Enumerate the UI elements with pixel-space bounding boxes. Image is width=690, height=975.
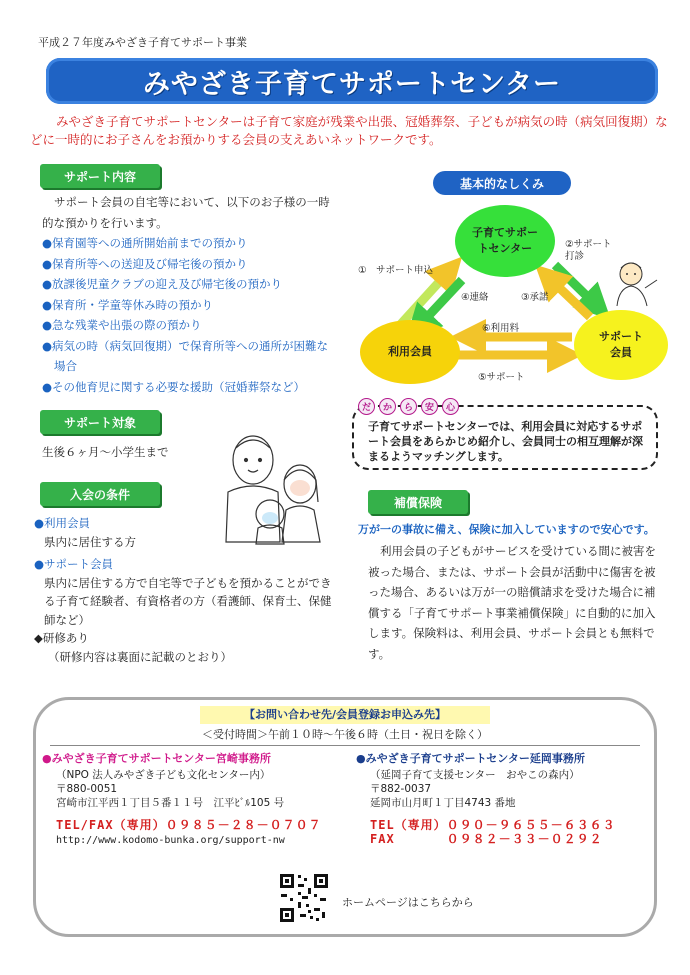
nobeoka-name: ●みやざき子育てサポートセンター延岡事務所 — [356, 752, 585, 765]
title-banner — [46, 58, 658, 104]
join-support-text: 県内に居住する方で自宅等で子どもを預かることができる子育て経験者、有資格者の方（看護師、保育士、保健師など） — [44, 575, 332, 627]
miyazaki-url[interactable]: http://www.kodomo-bunka.org/support-nw — [56, 835, 285, 846]
anshin-char-2: か — [379, 398, 396, 415]
anshin-char-4: 安 — [421, 398, 438, 415]
anshin-dots — [358, 398, 459, 415]
anshin-char-1: だ — [358, 398, 375, 415]
support-item-4: ● 保育所・学童等休み時の預かり — [42, 295, 330, 316]
step-1-label: ① サポート申込 — [358, 265, 434, 276]
intro-paragraph: みやざき子育てサポートセンターは子育て家庭が残業や出張、冠婚葬祭、子どもが病気の時（病気回復期）などに一時的にお子さんをお預かりする会員の支えあいネットワークです。 — [30, 114, 668, 147]
nobeoka-org: （延岡子育て支援センター おやこの森内） — [370, 769, 580, 781]
top-note: 平成２７年度みやざき子育てサポート事業 — [38, 36, 247, 49]
hosho-tag: 補償保険 — [368, 490, 468, 514]
homepage-label: ホームページはこちらから — [342, 896, 474, 909]
target-tag: サポート対象 — [40, 410, 160, 434]
join-user-label: ● 利用会員 — [34, 514, 334, 533]
join-section — [34, 514, 334, 666]
page-title: みやざき子育てサポートセンター — [142, 68, 562, 100]
support-item-7: ● その他育児に関する必要な援助（冠婚葬祭など） — [42, 377, 330, 398]
target-text: 生後６ヶ月～小学生まで — [42, 445, 169, 459]
support-item-5: ● 急な残業や出張の際の預かり — [42, 315, 330, 336]
anshin-text: 子育てサポートセンターでは、利用会員に対応するサポート会員をあらかじめ紹介し、会員同士の相互理解が深まるようマッチングします。 — [368, 420, 643, 463]
support-item-3: ● 放課後児童クラブの迎え及び帰宅後の預かり — [42, 274, 330, 295]
step-3-label: ③承諾 — [521, 292, 549, 303]
contact-title: 【お問い合わせ先/会員登録お申込み先】 — [200, 706, 490, 724]
caretaker-illustration — [607, 258, 663, 308]
miyazaki-tel: TEL/FAX（専用）０９８５－２８－０７０７ — [56, 818, 322, 832]
nobeoka-office — [356, 752, 656, 846]
supporter-node: サポート会員 — [574, 310, 668, 380]
nobeoka-address: 延岡市山月町１丁目4743 番地 — [370, 797, 516, 809]
nobeoka-fax: FAX ０９８２－３３－０２９２ — [370, 832, 603, 846]
intro-text — [30, 113, 670, 149]
join-training-note: （研修内容は裏面に記載のとおり） — [48, 649, 232, 664]
diagram-title: 基本的なしくみ — [433, 171, 571, 195]
miyazaki-address: 宮崎市江平西１丁目５番１１号 江平ﾋﾞﾙ105 号 — [56, 797, 285, 809]
support-item-6: ● 病気の時（病気回復期）で保育所等への通所が困難な場合 — [42, 336, 330, 377]
join-tag: 入会の条件 — [40, 482, 160, 506]
qr-code-icon[interactable] — [278, 872, 330, 924]
miyazaki-zip: 〒880-0051 — [56, 783, 118, 795]
join-user-text: 県内に居住する方 — [44, 534, 136, 549]
step-6-label: ⑥利用料 — [482, 323, 520, 334]
step-4-label: ④連絡 — [461, 292, 489, 303]
nobeoka-tel: TEL（専用）０９０－９６５５－６３６３ — [370, 818, 616, 832]
join-training: ◆研修あり — [34, 631, 89, 645]
support-item-1: ● 保育園等への通所開始前までの預かり — [42, 233, 330, 254]
miyazaki-org: （NPO 法人みやざき子ども文化センター内） — [56, 769, 271, 781]
nobeoka-zip: 〒882-0037 — [370, 783, 432, 795]
center-node: 子育てサポートセンター — [455, 205, 555, 277]
support-section — [42, 192, 330, 397]
miyazaki-name: ●みやざき子育てサポートセンター宮崎事務所 — [42, 752, 271, 765]
anshin-char-5: 心 — [442, 398, 459, 415]
step-5-label: ⑤サポート — [478, 372, 525, 383]
contact-divider — [50, 745, 640, 746]
anshin-char-3: ら — [400, 398, 417, 415]
hosho-headline: 万が一の事故に備え、保険に加入していますので安心です。 — [358, 523, 655, 536]
support-lead: サポート会員の自宅等において、以下のお子様の一時的な預かりを行います。 — [42, 195, 330, 230]
support-item-2: ● 保育所等への送迎及び帰宅後の預かり — [42, 254, 330, 275]
join-support-label: ● サポート会員 — [34, 555, 334, 574]
hosho-text: 利用会員の子どもがサービスを受けている間に被害を被った場合、または、サポート会員が活動中に傷害を被った場合、あるいは万が一の賠償請求を受けた場合に補償する「子育てサポート事業補償保険」に自動的に加入します。保険料は、利用会員、サポート会員とも無料です。 — [368, 544, 656, 661]
support-tag: サポート内容 — [40, 164, 160, 188]
miyazaki-office — [42, 752, 342, 848]
contact-hours: ＜受付時間＞午前１０時～午後６時（土日・祝日を除く） — [202, 728, 488, 741]
step-2-label: ②サポート打診 — [565, 239, 612, 262]
user-node: 利用会員 — [360, 320, 460, 384]
